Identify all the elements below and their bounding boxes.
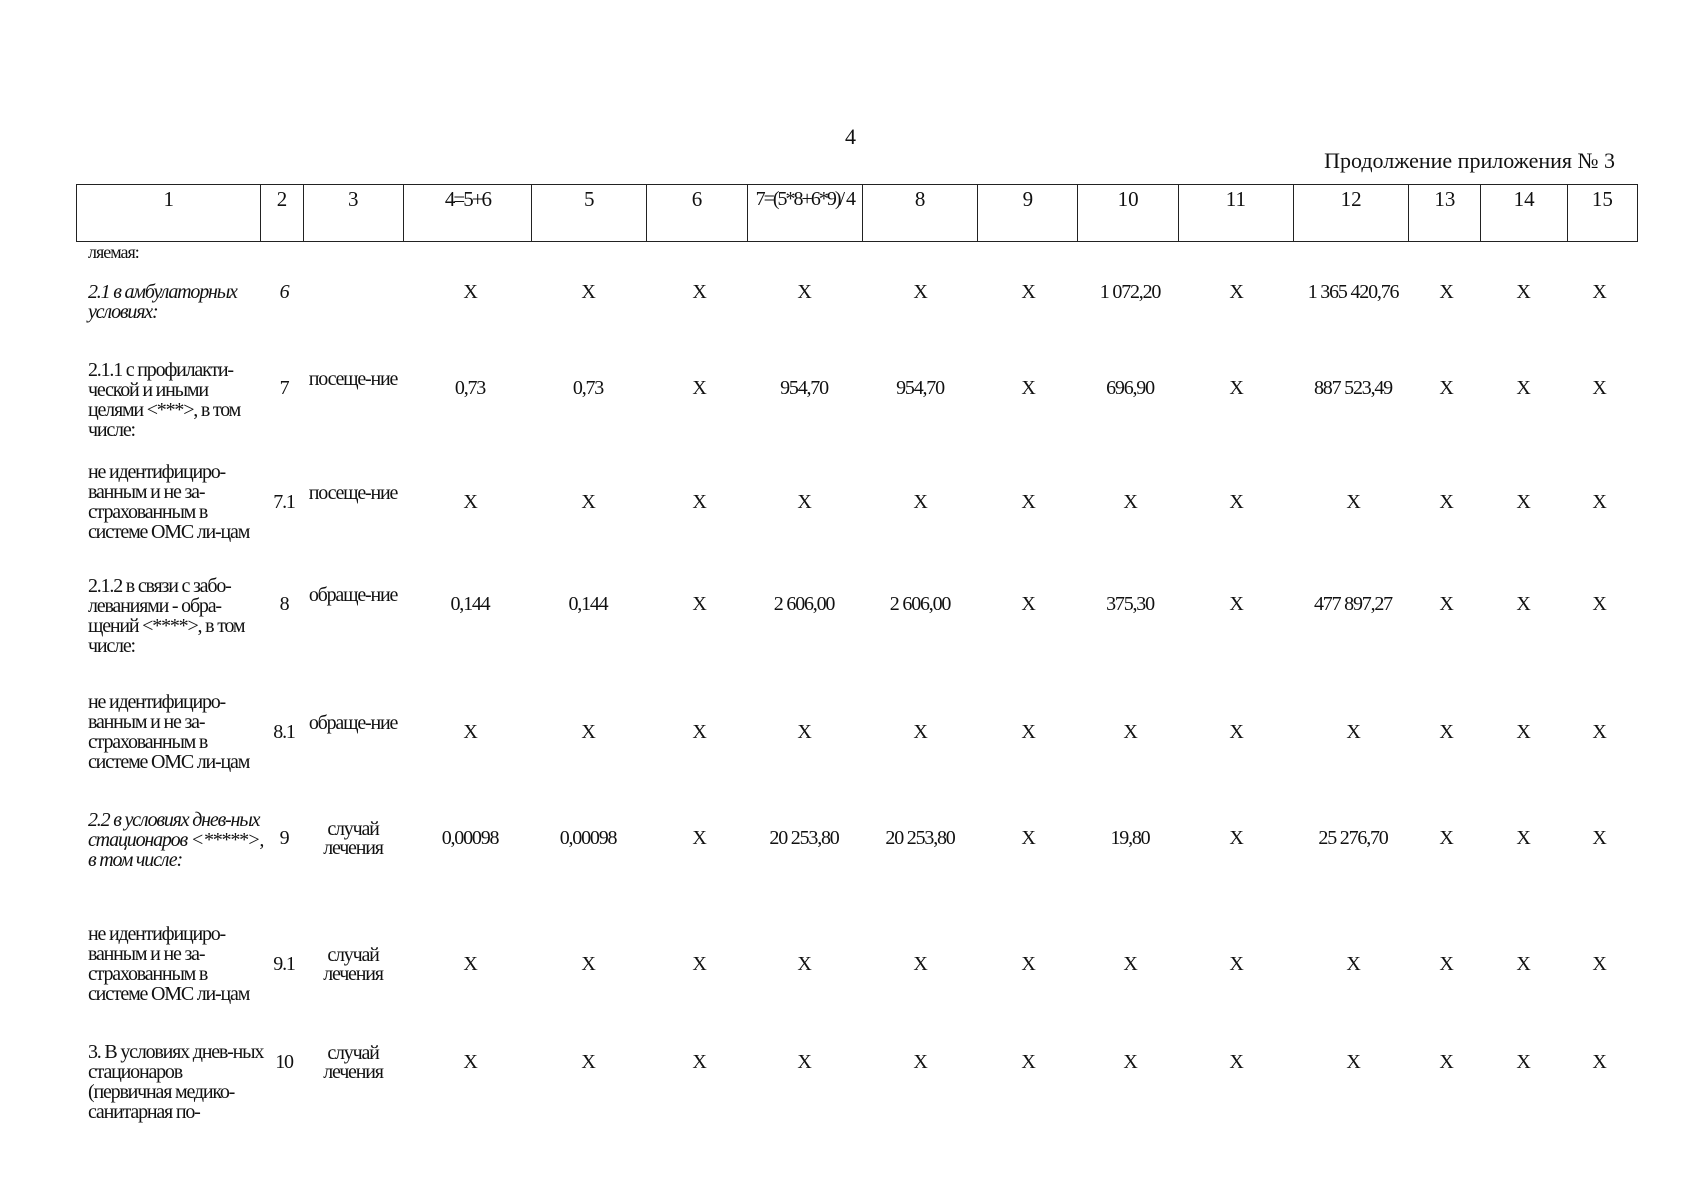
row-value-col-13: X xyxy=(1439,593,1453,615)
row-value-col-7: 2 606,00 xyxy=(773,593,835,615)
row-value-col-12: 477 897,27 xyxy=(1313,593,1392,615)
header-col-6: 6 xyxy=(647,185,747,242)
row-value-col-6: X xyxy=(692,593,706,615)
row-value-col-4: X xyxy=(463,953,477,975)
row-value-col-5: X xyxy=(581,721,595,743)
row-value-col-6: X xyxy=(692,827,706,849)
row-value-col-6: X xyxy=(692,721,706,743)
header-col-12: 12 xyxy=(1294,185,1409,242)
header-col-3: 3 xyxy=(303,185,403,242)
row-value-col-10: X xyxy=(1123,491,1137,513)
row-value-col-11: X xyxy=(1229,953,1243,975)
page-number: 4 xyxy=(845,124,856,149)
carryover-text: ляемая: xyxy=(88,242,139,262)
row-name: 2.1 в амбулаторных условиях: xyxy=(88,281,237,323)
column-number-header xyxy=(76,184,1638,242)
header-col-11: 11 xyxy=(1178,185,1293,242)
row-value-col-10: 19,80 xyxy=(1110,827,1150,849)
row-value-col-6: X xyxy=(692,953,706,975)
row-value-col-12: 1 365 420,76 xyxy=(1307,281,1399,303)
row-value-col-11: X xyxy=(1229,721,1243,743)
row-value-col-4: X xyxy=(463,491,477,513)
row-value-col-5: X xyxy=(581,281,595,303)
row-value-col-14: X xyxy=(1516,281,1530,303)
header-col-15: 15 xyxy=(1567,185,1637,242)
header-col-10: 10 xyxy=(1078,185,1178,242)
row-value-col-6: X xyxy=(692,1051,706,1073)
row-value-col-10: X xyxy=(1123,1051,1137,1073)
row-value-col-5: X xyxy=(581,953,595,975)
header-col-5: 5 xyxy=(532,185,647,242)
row-number: 6 xyxy=(279,281,289,303)
row-value-col-8: X xyxy=(913,953,927,975)
row-value-col-8: 20 253,80 xyxy=(885,827,955,849)
row-value-col-15: X xyxy=(1592,827,1606,849)
row-value-col-8: 2 606,00 xyxy=(889,593,951,615)
row-value-col-15: X xyxy=(1592,377,1606,399)
row-value-col-13: X xyxy=(1439,721,1453,743)
row-value-col-11: X xyxy=(1229,1051,1243,1073)
row-unit: случай лечения xyxy=(323,1042,383,1083)
row-name: не идентифициро-ванным и не за-страхованным в системе ОМС ли-цам xyxy=(88,691,250,773)
row-name: не идентифициро-ванным и не за-страхованным в системе ОМС ли-цам xyxy=(88,461,250,543)
row-value-col-12: X xyxy=(1346,1051,1360,1073)
row-name: 2.2 в условиях днев-ных стационаров <*****>, в том числе: xyxy=(88,809,264,871)
row-value-col-10: 1 072,20 xyxy=(1099,281,1161,303)
row-value-col-5: 0,00098 xyxy=(559,827,617,849)
row-value-col-6: X xyxy=(692,281,706,303)
row-value-col-13: X xyxy=(1439,827,1453,849)
row-value-col-5: 0,73 xyxy=(572,377,604,399)
row-unit: случай лечения xyxy=(323,944,383,985)
row-value-col-12: 25 276,70 xyxy=(1318,827,1388,849)
row-number: 9 xyxy=(279,827,289,849)
row-name: 2.1.2 в связи с забо-леваниями - обра-щений <****>, в том числе: xyxy=(88,575,245,657)
header-col-1: 1 xyxy=(77,185,261,242)
row-name: 3. В условиях днев-ных стационаров (первичная медико-санитарная по- xyxy=(88,1041,264,1123)
row-value-col-7: X xyxy=(797,281,811,303)
row-value-col-9: X xyxy=(1021,281,1035,303)
row-unit: случай лечения xyxy=(323,818,383,859)
row-value-col-12: X xyxy=(1346,491,1360,513)
row-value-col-7: X xyxy=(797,721,811,743)
row-value-col-5: X xyxy=(581,491,595,513)
row-value-col-12: 887 523,49 xyxy=(1313,377,1392,399)
row-number: 9.1 xyxy=(273,953,295,975)
continuation-label: Продолжение приложения № 3 xyxy=(1324,148,1615,173)
row-value-col-9: X xyxy=(1021,721,1035,743)
header-col-4: 4=5+6 xyxy=(403,185,531,242)
row-value-col-11: X xyxy=(1229,491,1243,513)
row-value-col-9: X xyxy=(1021,1051,1035,1073)
row-value-col-14: X xyxy=(1516,827,1530,849)
row-value-col-11: X xyxy=(1229,281,1243,303)
row-value-col-9: X xyxy=(1021,377,1035,399)
row-value-col-5: 0,144 xyxy=(568,593,608,615)
row-value-col-7: 20 253,80 xyxy=(769,827,839,849)
row-value-col-6: X xyxy=(692,377,706,399)
row-unit: посеще-ние xyxy=(308,482,398,504)
row-value-col-14: X xyxy=(1516,721,1530,743)
row-value-col-7: X xyxy=(797,1051,811,1073)
row-value-col-8: X xyxy=(913,1051,927,1073)
row-value-col-8: X xyxy=(913,721,927,743)
row-number: 7 xyxy=(279,377,289,399)
row-value-col-15: X xyxy=(1592,721,1606,743)
row-value-col-5: X xyxy=(581,1051,595,1073)
row-value-col-15: X xyxy=(1592,1051,1606,1073)
row-value-col-4: X xyxy=(463,281,477,303)
row-value-col-13: X xyxy=(1439,377,1453,399)
row-name: 2.1.1 с профилакти-ческой и иными целями <***>, в том числе: xyxy=(88,359,241,441)
row-number: 7.1 xyxy=(273,491,295,513)
row-value-col-14: X xyxy=(1516,377,1530,399)
row-value-col-11: X xyxy=(1229,377,1243,399)
row-value-col-14: X xyxy=(1516,1051,1530,1073)
row-value-col-6: X xyxy=(692,491,706,513)
row-value-col-8: X xyxy=(913,491,927,513)
row-value-col-10: 696,90 xyxy=(1106,377,1154,399)
row-value-col-7: X xyxy=(797,491,811,513)
header-col-8: 8 xyxy=(862,185,977,242)
row-value-col-7: X xyxy=(797,953,811,975)
header-col-7: 7=(5*8+6*9)/ 4 xyxy=(747,185,862,242)
row-number: 8.1 xyxy=(273,721,295,743)
row-value-col-4: 0,144 xyxy=(450,593,490,615)
row-value-col-4: X xyxy=(463,721,477,743)
row-value-col-7: 954,70 xyxy=(780,377,828,399)
row-value-col-13: X xyxy=(1439,1051,1453,1073)
row-value-col-10: X xyxy=(1123,721,1137,743)
row-value-col-11: X xyxy=(1229,827,1243,849)
row-value-col-9: X xyxy=(1021,827,1035,849)
row-unit: обраще-ние xyxy=(308,584,398,606)
row-value-col-4: X xyxy=(463,1051,477,1073)
row-value-col-14: X xyxy=(1516,953,1530,975)
row-value-col-15: X xyxy=(1592,281,1606,303)
row-value-col-14: X xyxy=(1516,593,1530,615)
row-number: 8 xyxy=(279,593,289,615)
header-col-9: 9 xyxy=(978,185,1078,242)
header-col-2: 2 xyxy=(261,185,303,242)
row-value-col-13: X xyxy=(1439,491,1453,513)
row-value-col-10: X xyxy=(1123,953,1137,975)
row-value-col-14: X xyxy=(1516,491,1530,513)
row-value-col-13: X xyxy=(1439,953,1453,975)
row-value-col-9: X xyxy=(1021,953,1035,975)
row-value-col-8: X xyxy=(913,281,927,303)
row-value-col-15: X xyxy=(1592,593,1606,615)
row-value-col-15: X xyxy=(1592,491,1606,513)
row-value-col-4: 0,73 xyxy=(454,377,486,399)
row-value-col-9: X xyxy=(1021,593,1035,615)
row-value-col-4: 0,00098 xyxy=(441,827,499,849)
row-value-col-12: X xyxy=(1346,953,1360,975)
row-value-col-12: X xyxy=(1346,721,1360,743)
row-value-col-11: X xyxy=(1229,593,1243,615)
row-value-col-10: 375,30 xyxy=(1106,593,1154,615)
row-value-col-15: X xyxy=(1592,953,1606,975)
header-col-14: 14 xyxy=(1481,185,1567,242)
row-unit: обраще-ние xyxy=(308,712,398,734)
row-name: не идентифициро-ванным и не за-страхованным в системе ОМС ли-цам xyxy=(88,923,250,1005)
row-number: 10 xyxy=(275,1051,293,1073)
row-value-col-9: X xyxy=(1021,491,1035,513)
row-value-col-13: X xyxy=(1439,281,1453,303)
row-value-col-8: 954,70 xyxy=(896,377,944,399)
header-col-13: 13 xyxy=(1409,185,1481,242)
row-unit: посеще-ние xyxy=(308,368,398,390)
